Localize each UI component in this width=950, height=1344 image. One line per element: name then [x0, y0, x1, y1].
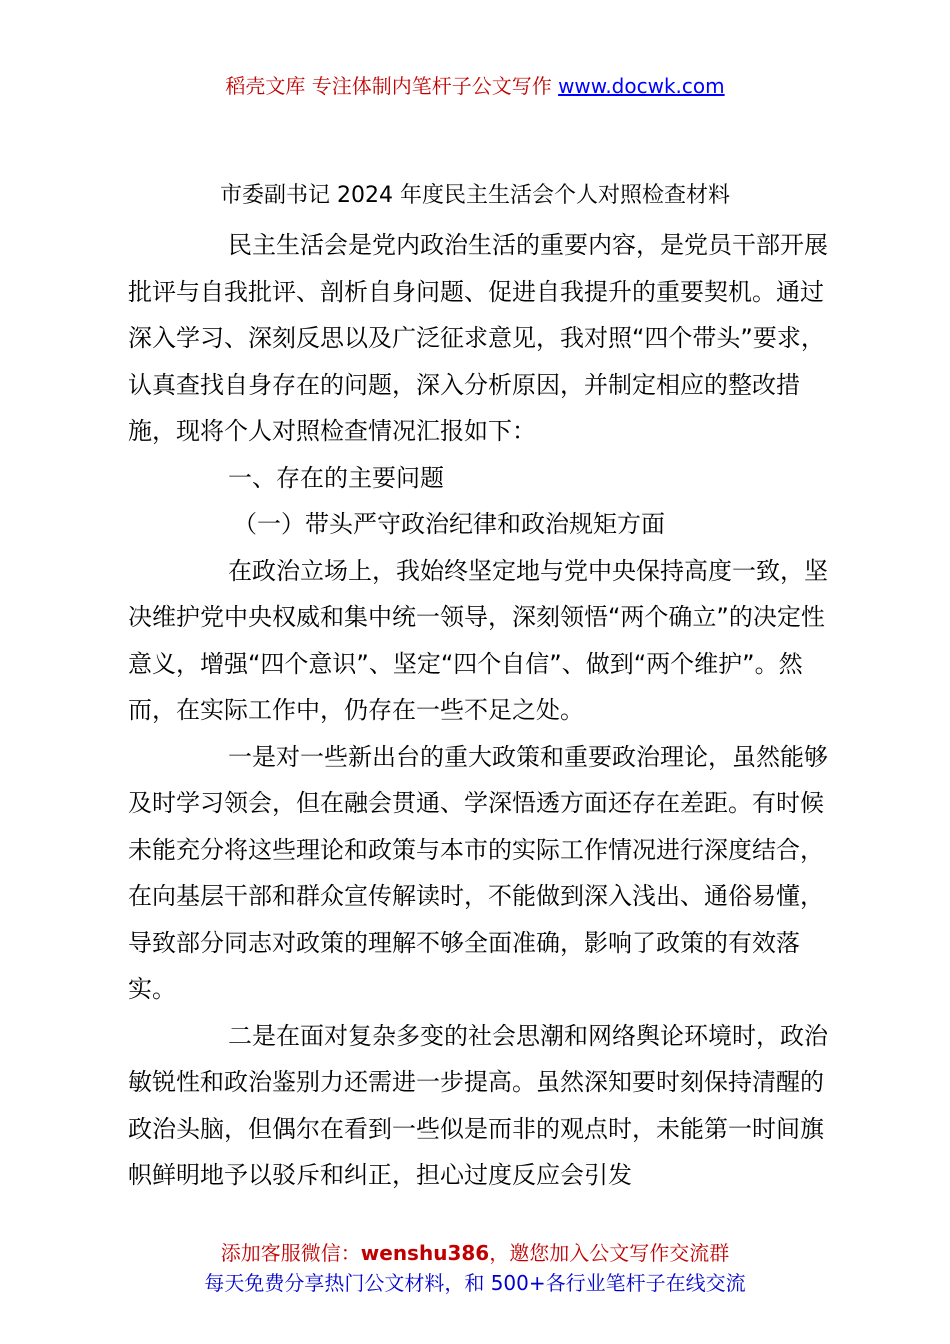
subsection-heading: （一）带头严守政治纪律和政治规矩方面	[233, 510, 665, 538]
paragraph-point-two: 二是在面对复杂多变的社会思潮和网络舆论环境时，政治敏锐性和政治鉴别力还需进一步提高。虽然深知要时刻保持清醒的政治头脑，但偶尔在看到一些似是而非的观点时，未能第一时间旗帜鲜明地予以驳斥和纠正，担心过度反应会引发	[128, 1021, 828, 1189]
section-heading: 一、存在的主要问题	[228, 463, 444, 492]
footer-wechat-id: wenshu386	[360, 1241, 490, 1265]
paragraph-intro: 民主生活会是党内政治生活的重要内容，是党员干部开展批评与自我批评、剖析自身问题、促进自我提升的重要契机。通过深入学习、深刻反思以及广泛征求意见，我对照“四个带头”要求，认真查找自身存在的问题，深入分析原因，并制定相应的整改措施，现将个人对照检查情况汇报如下：	[128, 231, 828, 445]
document-title: 市委副书记 2024 年度民主生活会个人对照检查材料	[220, 183, 730, 208]
page-footer	[0, 1238, 950, 1298]
paragraph-political-stance: 在政治立场上，我始终坚定地与党中央保持高度一致，坚决维护党中央权威和集中统一领导，深刻领悟“两个确立”的决定性意义，增强“四个意识”、坚定“四个自信”、做到“两个维护”。然而，在实际工作中，仍存在一些不足之处。	[128, 556, 828, 724]
header-url-link[interactable]: www.docwk.com	[558, 74, 725, 98]
footer-wechat-line	[0, 1238, 950, 1268]
header-brand: 稻壳文库 专注体制内笔杆子公文写作	[225, 74, 552, 98]
footer-wechat-suffix: ，邀您加入公文写作交流群	[489, 1241, 730, 1265]
page-header	[0, 70, 950, 99]
footer-share-line: 每天免费分享热门公文材料，和 500+各行业笔杆子在线交流	[204, 1271, 746, 1295]
document-body	[128, 222, 840, 1199]
footer-wechat-prefix: 添加客服微信：	[220, 1241, 361, 1265]
paragraph-point-one: 一是对一些新出台的重大政策和重要政治理论，虽然能够及时学习领会，但在融会贯通、学深悟透方面还存在差距。有时候未能充分将这些理论和政策与本市的实际工作情况进行深度结合，在向基层干部和群众宣传解读时，不能做到深入浅出、通俗易懂，导致部分同志对政策的理解不够全面准确，影响了政策的有效落实。	[128, 742, 828, 1003]
